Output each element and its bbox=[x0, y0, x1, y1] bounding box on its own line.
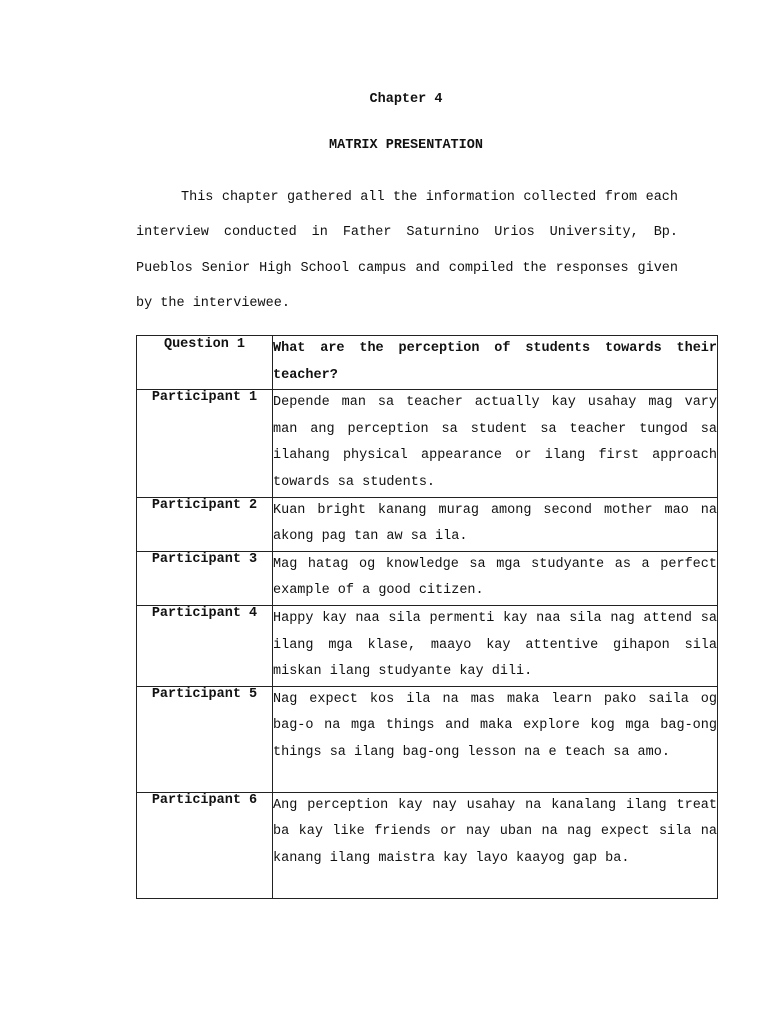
participant-response: Kuan bright kanang murag among second mother mao na akong pag tan aw sa ila. bbox=[273, 497, 718, 551]
participant-response: Mag hatag og knowledge sa mga studyante as a perfect example of a good citizen. bbox=[273, 551, 718, 605]
table-row bbox=[137, 497, 718, 551]
participant-label: Participant 2 bbox=[137, 497, 273, 551]
matrix-table bbox=[136, 335, 718, 899]
question-label: Question 1 bbox=[137, 336, 273, 390]
participant-label: Participant 3 bbox=[137, 551, 273, 605]
participant-label: Participant 5 bbox=[137, 686, 273, 792]
participant-response: Ang perception kay nay usahay na kanalang ilang treat ba kay like friends or nay uban na nag expect sila na kanang ilang maistra kay layo kaayog gap ba. bbox=[273, 792, 718, 898]
intro-paragraph: This chapter gathered all the information collected from each interview conducted in Father Saturnino Urios University, Bp. Pueblos Senior High School campus and compiled the responses given by the interviewee. bbox=[136, 190, 678, 311]
table-row bbox=[137, 686, 718, 792]
table-row bbox=[137, 792, 718, 898]
participant-label: Participant 6 bbox=[137, 792, 273, 898]
section-title: MATRIX PRESENTATION bbox=[329, 138, 483, 153]
table-row bbox=[137, 551, 718, 605]
question-text: What are the perception of students towards their teacher? bbox=[273, 336, 718, 390]
question-row bbox=[137, 336, 718, 390]
chapter-heading: Chapter 4 bbox=[369, 92, 443, 107]
table-row bbox=[137, 605, 718, 686]
table-row bbox=[137, 390, 718, 497]
participant-response: Happy kay naa sila permenti kay naa sila nag attend sa ilang mga klase, maayo kay attentive gihapon sila miskan ilang studyante kay dili. bbox=[273, 605, 718, 686]
participant-label: Participant 1 bbox=[137, 390, 273, 497]
participant-response: Nag expect kos ila na mas maka learn pako saila og bag-o na mga things and maka explore kog mga bag-ong things sa ilang bag-ong lesson na e teach sa amo. bbox=[273, 686, 718, 792]
participant-response: Depende man sa teacher actually kay usahay mag vary man ang perception sa student sa teacher tungod sa ilahang physical appearance or ilang first approach towards sa students. bbox=[273, 390, 718, 497]
participant-label: Participant 4 bbox=[137, 605, 273, 686]
